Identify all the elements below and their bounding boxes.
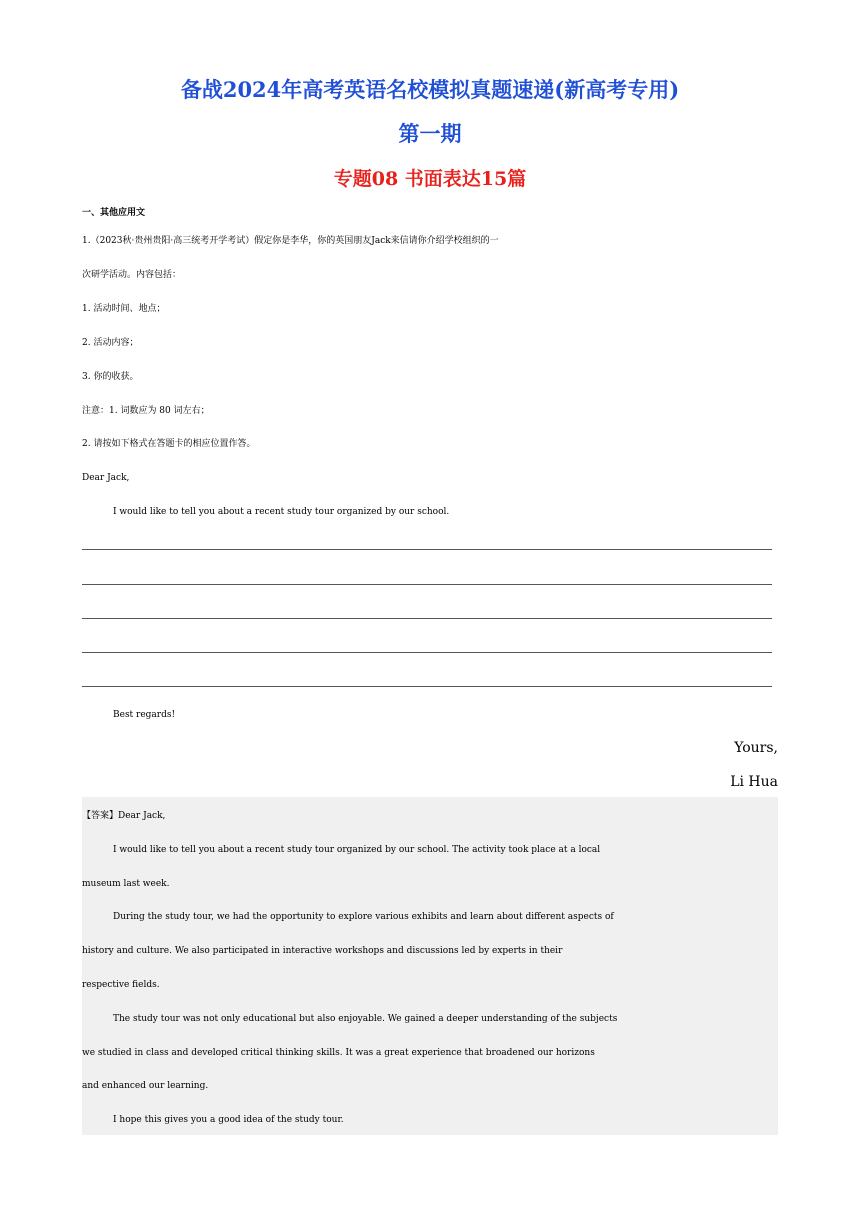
answer-paragraph-1-line-1: I would like to tell you about a recent study tour organized by our school. The activity took place at a local xyxy=(113,845,601,855)
question-prompt-line-1: 1.（2023秋·贵州贵阳·高三统考开学考试）假定你是李华，你的英国朋友Jack来信请你介绍学校组织的一 xyxy=(82,236,499,246)
writing-line xyxy=(82,618,772,619)
section-heading: 一、其他应用文 xyxy=(82,208,146,218)
answer-salutation: Dear Jack, xyxy=(118,811,166,821)
answer-paragraph-3-line-2: we studied in class and developed critical thinking skills. It was a great experience that broadened our horizons xyxy=(82,1048,595,1058)
topic-subtitle: 专题08 书面表达15篇 xyxy=(333,168,527,190)
page-title: 备战2024年高考英语名校模拟真题速递(新高考专用) xyxy=(180,77,680,102)
letter-signoff: Yours, xyxy=(734,740,778,756)
answer-paragraph-2-line-3: respective fields. xyxy=(82,980,160,990)
question-prompt-line-2: 次研学活动。内容包括： xyxy=(82,270,182,280)
issue-title: 第一期 xyxy=(398,121,462,146)
letter-closing: Best regards! xyxy=(113,710,176,720)
letter-salutation: Dear Jack, xyxy=(82,473,130,483)
answer-heading xyxy=(82,806,782,826)
writing-line xyxy=(82,549,772,550)
writing-line xyxy=(82,686,772,687)
answer-paragraph-1-line-2: museum last week. xyxy=(82,879,170,889)
question-note-2: 2. 请按如下格式在答题卡的相应位置作答。 xyxy=(82,439,256,449)
answer-paragraph-2-line-2: history and culture. We also participated in interactive workshops and discussions led by experts in their xyxy=(82,946,563,956)
letter-opening: I would like to tell you about a recent study tour organized by our school. xyxy=(113,507,450,517)
letter-signature: Li Hua xyxy=(730,774,778,790)
answer-label: 【答案】 xyxy=(82,811,119,821)
question-note-1: 注意：1. 词数应为 80 词左右； xyxy=(82,406,210,416)
answer-paragraph-4-line-1: I hope this gives you a good idea of the study tour. xyxy=(113,1115,344,1125)
answer-paragraph-2-line-1: During the study tour, we had the opportunity to explore various exhibits and learn about different aspects of xyxy=(113,912,614,922)
question-item-1: 1. 活动时间、地点； xyxy=(82,304,166,314)
writing-line xyxy=(82,584,772,585)
question-item-3: 3. 你的收获。 xyxy=(82,372,139,382)
answer-paragraph-3-line-1: The study tour was not only educational but also enjoyable. We gained a deeper understanding of the subjects xyxy=(113,1014,618,1024)
answer-paragraph-3-line-3: and enhanced our learning. xyxy=(82,1081,209,1091)
question-item-2: 2. 活动内容； xyxy=(82,338,139,348)
writing-line xyxy=(82,652,772,653)
